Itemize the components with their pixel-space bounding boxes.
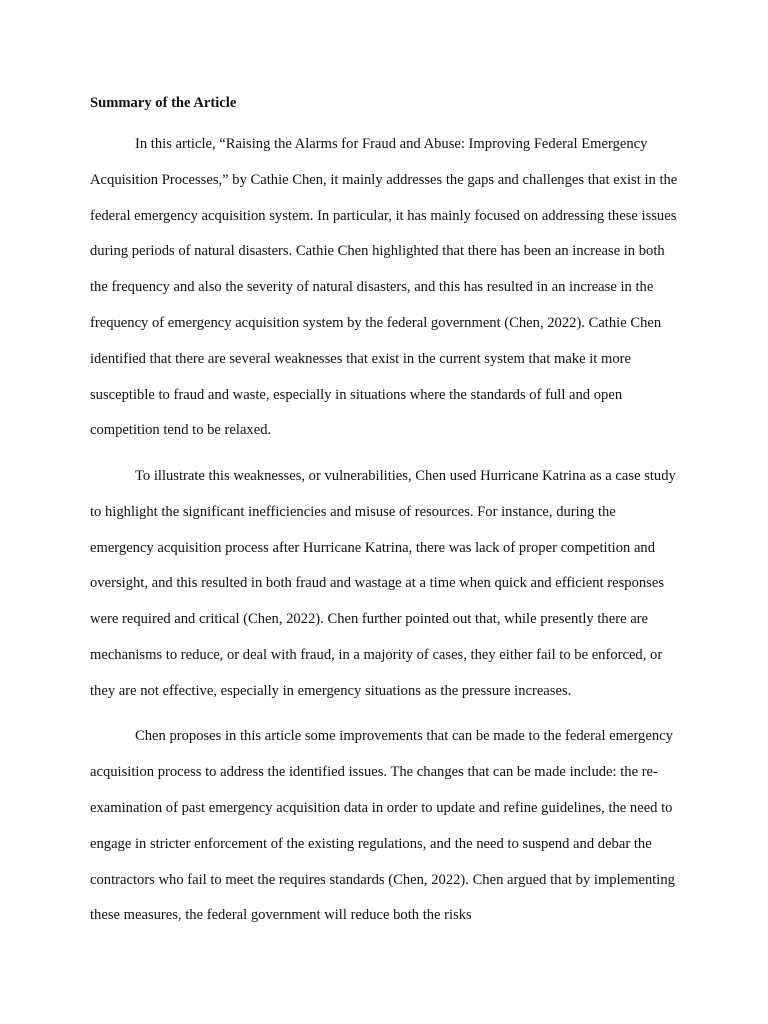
paragraph-3: Chen proposes in this article some improvements that can be made to the federal emergency acquisition process to address the identified issues. The changes that can be made include: the re-examination of past emergency acquisition data in order to update and refine guidelines, the need to engage in stricter enforcement of the existing regulations, and the need to suspend and debar the contractors who fail to meet the requires standards (Chen, 2022). Chen argued that by implementing these measures, the federal government will reduce both the risks — [90, 728, 675, 924]
paragraph-1: In this article, “Raising the Alarms for Fraud and Abuse: Improving Federal Emergency Acquisition Processes,” by Cathie Chen, it mainly addresses the gaps and challenges that exist in the federal emergency acquisition system. In particular, it has mainly focused on addressing these issues during periods of natural disasters. Cathie Chen highlighted that there has been an increase in both the frequency and also the severity of natural disasters, and this has resulted in an increase in the frequency of emergency acquisition system by the federal government (Chen, 2022). Cathie Chen identified that there are several weaknesses that exist in the current system that make it more susceptible to fraud and waste, especially in situations where the standards of full and open competition tend to be relaxed. — [90, 136, 678, 439]
section-heading: Summary of the Article — [90, 95, 237, 111]
document-body — [90, 92, 680, 944]
paragraph-2: To illustrate this weaknesses, or vulnerabilities, Chen used Hurricane Katrina as a case study to highlight the significant inefficiencies and misuse of resources. For instance, during the emergency acquisition process after Hurricane Katrina, there was lack of proper competition and oversight, and this resulted in both fraud and wastage at a time when quick and efficient responses were required and critical (Chen, 2022). Chen further pointed out that, while presently there are mechanisms to reduce, or deal with fraud, in a majority of cases, they either fail to be enforced, or they are not effective, especially in emergency situations as the pressure increases. — [90, 467, 676, 699]
